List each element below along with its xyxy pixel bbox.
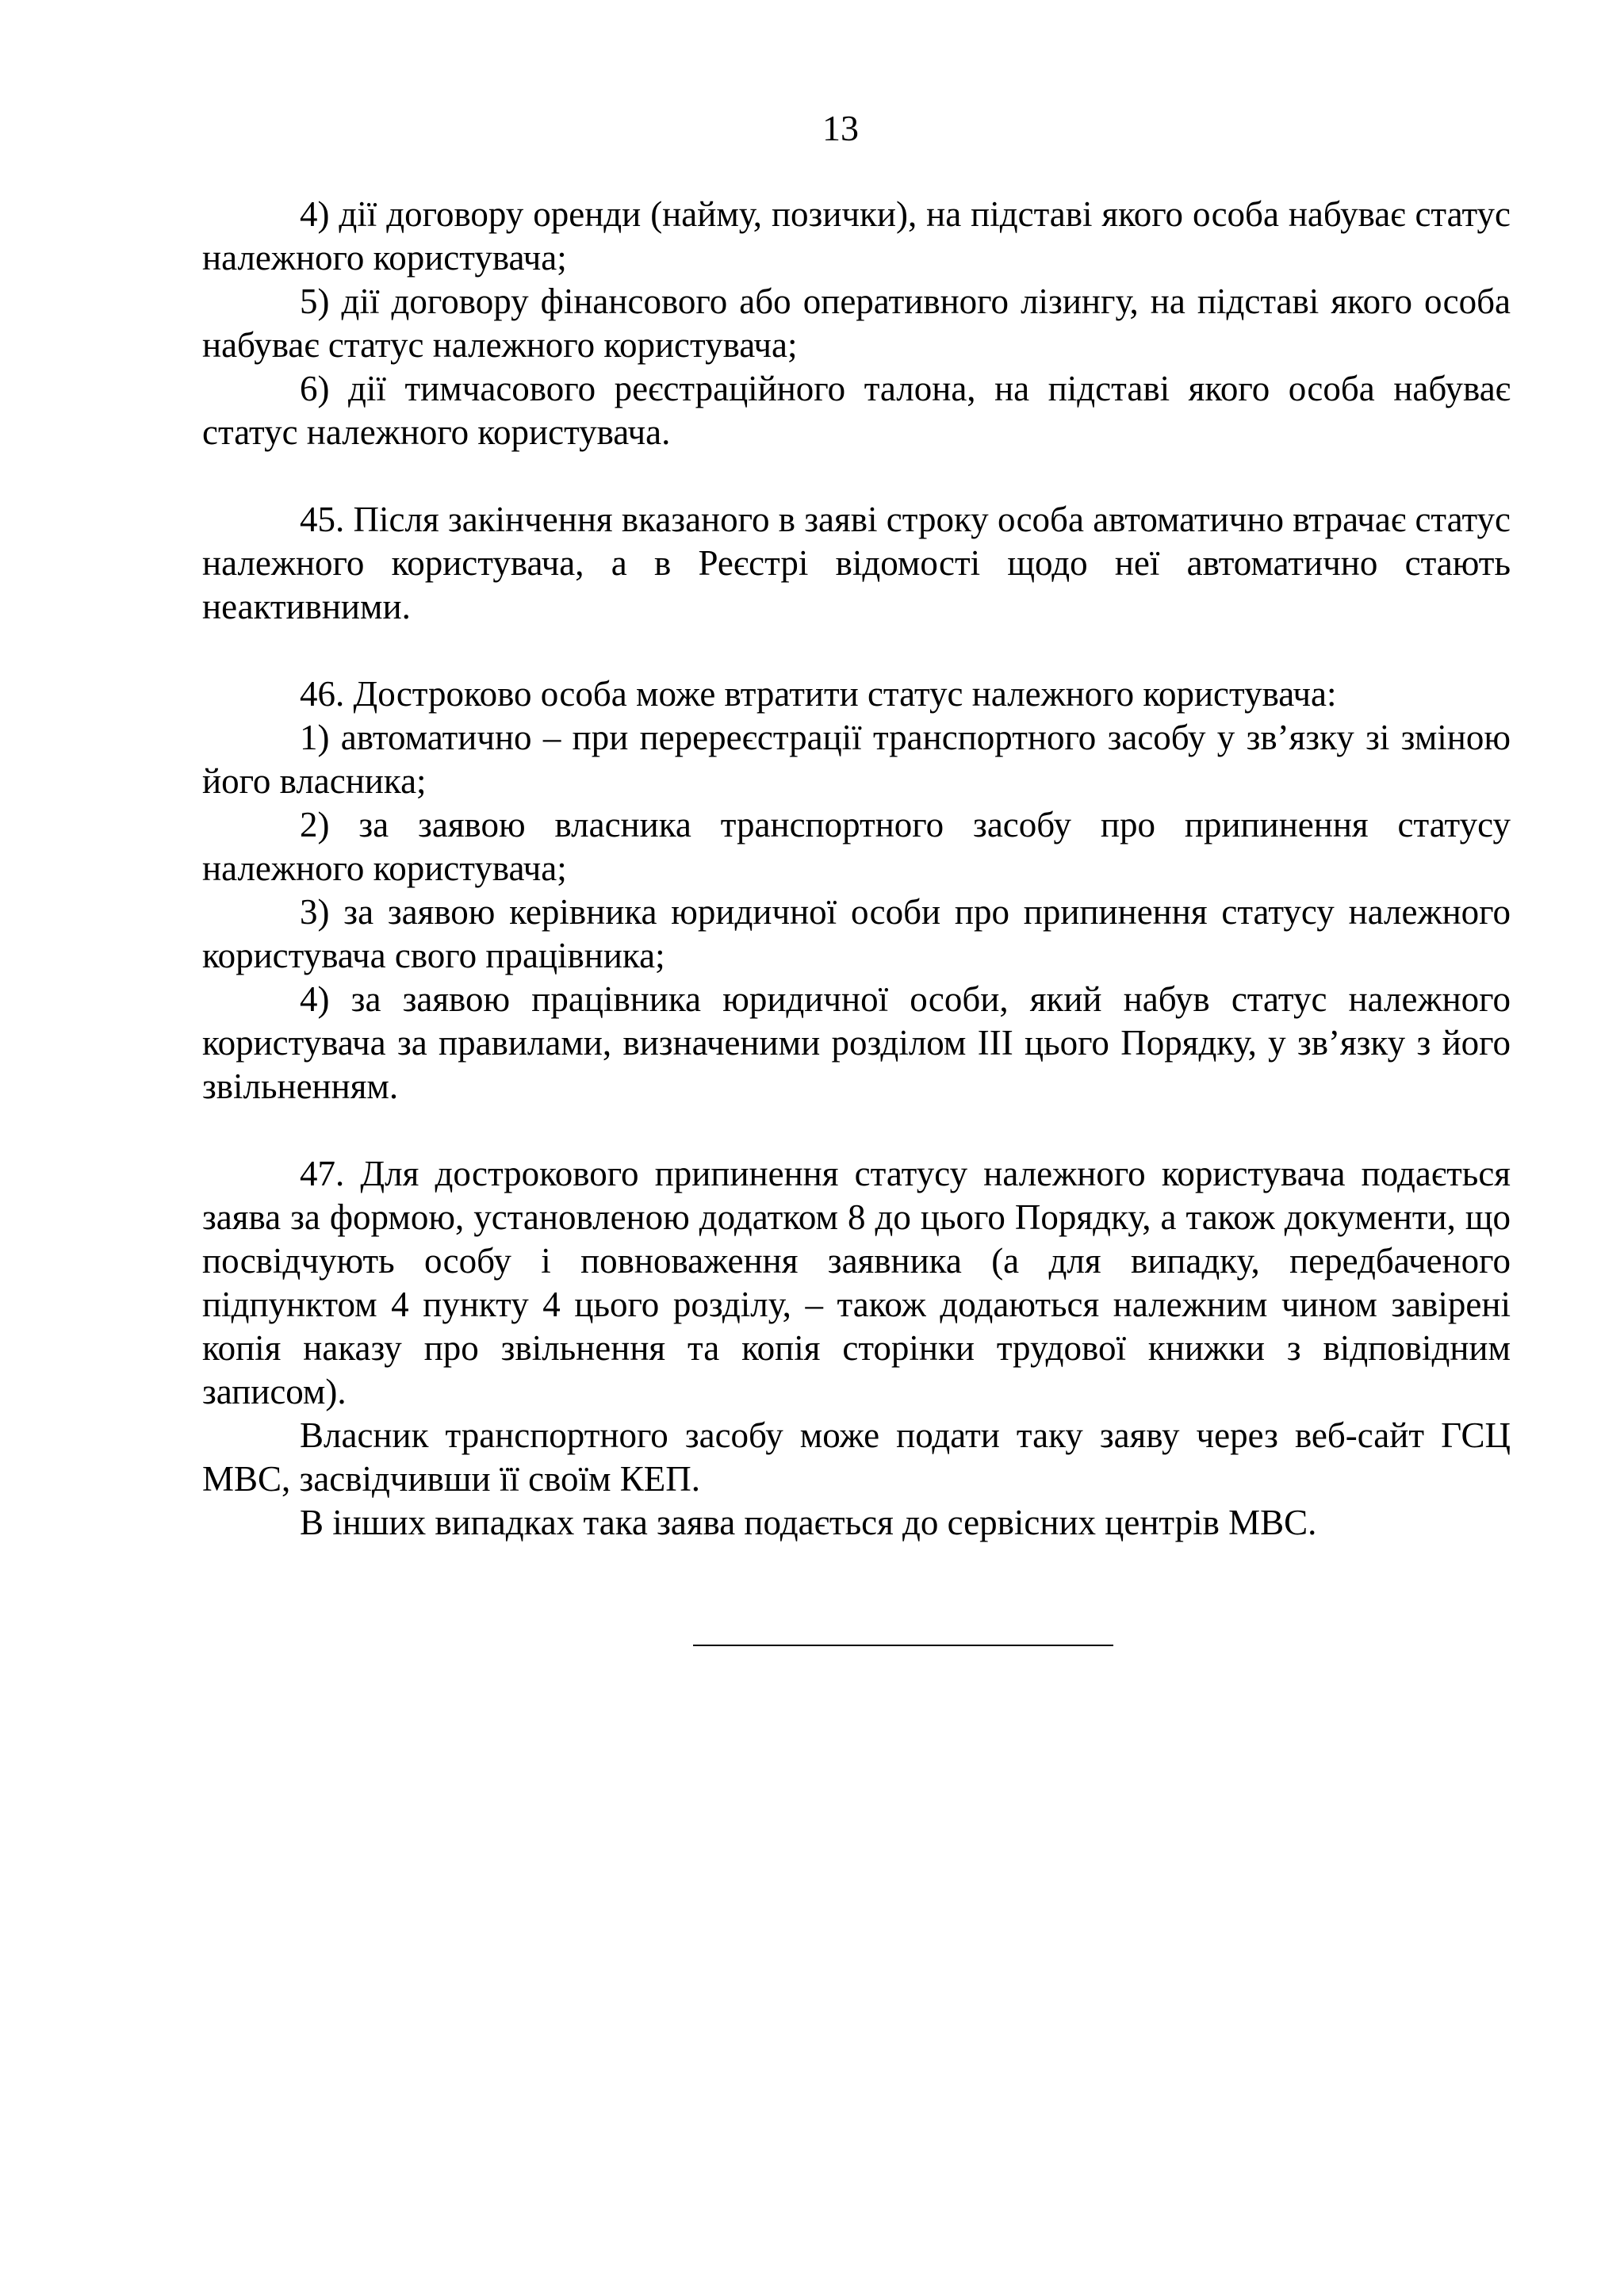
paragraph-gap xyxy=(202,1109,1511,1152)
item-46-subitem-4: 4) за заявою працівника юридичної особи, який набув статус належного користувача за правилами, визначеними розділом ІІІ цього Порядку, у зв’язку з його звільненням. xyxy=(202,979,1511,1106)
item-47-other-cases: В інших випадках така заява подається до сервісних центрів МВС. xyxy=(300,1503,1317,1542)
item-47-owner-online: Власник транспортного засобу може подати таку заяву через веб-сайт ГСЦ МВС, засвідчивши її своїм КЕП. xyxy=(202,1415,1511,1499)
subitem-4: 4) дії договору оренди (найму, позички), на підставі якого особа набуває статус належного користувача; xyxy=(202,194,1511,278)
subitem-6: 6) дії тимчасового реєстраційного талона, на підставі якого особа набуває статус належного користувача. xyxy=(202,369,1511,452)
document-body xyxy=(202,193,1511,1545)
subitem-5: 5) дії договору фінансового або оперативного лізингу, на підставі якого особа набуває статус належного користувача; xyxy=(202,281,1511,365)
item-47-main: 47. Для дострокового припинення статусу належного користувача подається заява за формою, установленою додатком 8 до цього Порядку, а також документи, що посвідчують особу і повноваження заявника (а для випадку, передбаченого підпунктом 4 пункту 4 цього розділу, – також додаються належним чином завірені копія наказу про звільнення та копія сторінки трудової книжки з відповідним записом). xyxy=(202,1154,1511,1411)
item-45: 45. Після закінчення вказаного в заяві строку особа автоматично втрачає статус належного користувача, а в Реєстрі відомості щодо неї автоматично стають неактивними. xyxy=(202,500,1511,626)
item-46-intro: 46. Достроково особа може втратити статус належного користувача: xyxy=(300,674,1337,714)
paragraph-gap xyxy=(202,629,1511,672)
item-46-subitem-1: 1) автоматично – при перереєстрації транспортного засобу у зв’язку зі зміною його власника; xyxy=(202,718,1511,801)
item-46-subitem-3: 3) за заявою керівника юридичної особи про припинення статусу належного користувача свого працівника; xyxy=(202,892,1511,975)
paragraph-gap xyxy=(202,454,1511,498)
end-of-document-rule xyxy=(693,1645,1113,1646)
page-number: 13 xyxy=(822,108,859,148)
item-46-subitem-2: 2) за заявою власника транспортного засобу про припинення статусу належного користувача; xyxy=(202,805,1511,888)
